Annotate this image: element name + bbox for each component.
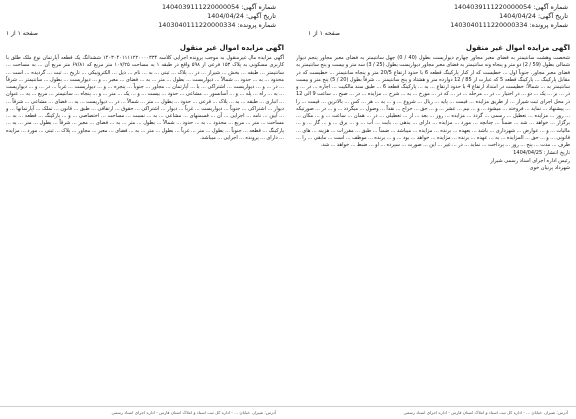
ad-reference-block-left: [158, 3, 276, 31]
case-number: شماره پرونده: 1403040111220000334: [158, 21, 276, 30]
page-number-left: صفحه ۱ از ۱: [6, 30, 38, 37]
signer-title: رئیس اداره اجرای اسناد رسمی شیراز: [490, 157, 570, 164]
ad-reference-block-right: [450, 3, 568, 31]
ad-date: تاریخ آگهی: 1404/04/24: [499, 12, 568, 21]
page-footer: [0, 406, 576, 419]
notice-signature: [296, 150, 570, 172]
auction-notice-right-column: [296, 44, 570, 172]
page-number-right: صفحه ۱ از ۱: [308, 30, 340, 37]
ad-date: تاریخ آگهی: 1404/04/24: [207, 12, 276, 21]
footer-address-right: آدرس: شیراز، خیابان ... - اداره کل ثبت اسناد و املاک استان فارس - اداره اجرای اسناد رسمی: [403, 410, 568, 415]
case-number: شماره پرونده: 1403040111220000334: [450, 21, 568, 30]
notice-body: آگهی مزایده مال غیرمنقول به موجب پرونده اجرایی کلاسه ۱۴۰۳۰۴۰۱۱۱۱۲۲۰۰۰۰۳۳۴ ششدانگ یک قطعه آپارتمان نوع ملک طلق با کاربری مسکونی به پلاک ۱۵۳ فرعی از ۵۹۸ واقع در طبقه ۱ به مساحت ۱۰۷/۲۵ متر مربع که ۶۷/۸۱ متر مربع آن ... به مساحت ... سانتیمتر ... طبقه ... بخش ... شیراز ... در ... پلاک ... ثبتی ... به ... نام ... ذیل ... الکترونیکی ... تاریخ ... ثبت ... گردیده ... است ... محدود ... به ... حدود ... شمالاً ... دیواریست ... بطول ... متر ... به ... فضای ... معبر ... و ... دیواریست ... بطول ... سانتیمتر ... شرقاً ... در ... و ... دیواریست ... اشتراکی ... با ... آپارتمان ... مجاور ... جنوباً ... پنجره ... و ... دیواریست ... غرباً ... در ... و ... دیواریست ... به ... راه ... پله ... و ... آسانسور ... مشاعی ... حدود ... بیست ... و ... یک ... متر ... و ... پنجاه ... سانتیمتر ... مربع ... به ... عنوان ... انباری ... طبقه ... به ... پلاک ... فرعی ... حدود ... بطول ... متر ... شمالاً ... در ... دیواریست ... به ... فضای ... مشاعی ... شرقاً ... دیوار ... اشتراکی ... جنوباً ... دیواریست ... غرباً ... دیوار ... اشتراکی ... حقوق ... ارتفاقی ... طبق ... قانون ... تملک ... آپارتمانها ... و ... آیین ... نامه ... اجرایی ... آن ... قسمتهای ... مشاعی ... به ... نسبت ... مساحت ... اختصاصی ... و ... پارکینگ ... قطعه ... به ... مساحت ... متر ... مربع ... محدود ... به ... حدود ... شمالاً ... بطول ... متر ... به ... فضای ... معبر ... شرقاً ... بطول ... متر ... به ... پارکینگ ... قطعه ... جنوباً ... بطول ... متر ... غرباً ... بطول ... متر ... به ... فضای ... معبر ... مجاور ... پلاک ... ثبتی ... مورد ... مزایده ... دارای ... پرونده ... اجرایی ... میباشد.: [6, 55, 284, 141]
signer-name: شهرداد پرنیان خوی: [529, 164, 570, 171]
ad-number: شماره آگهی: 1404039111220000054: [453, 3, 568, 11]
notice-title: آگهی مزایده اموال غیر منقول: [179, 44, 284, 52]
publication-date: تاریخ انتشار: 1404/04/25: [513, 150, 570, 157]
auction-notice-left-column: [6, 44, 284, 142]
footer-address-left: آدرس: شیراز، خیابان ... - اداره کل ثبت اسناد و املاک استان فارس - اداره اجرای اسناد رسمی: [111, 410, 276, 415]
header-bar: [0, 0, 576, 44]
notice-title: آگهی مزایده اموال غیر منقول: [465, 44, 570, 52]
ad-number: شماره آگهی: 1404039111220000054: [161, 3, 276, 11]
notice-body: شخصت وهشت سانتیمتر به فضای معبر مجاور چهارم دیواریست بطول (40 / 0) چهل سانتیمتر به فضای معبر مجاور پنجم دیوار شمالی بطول (59 / 2) دو متر و پنجاه ونه سانتیمتر به فضای معبر مجاور دیواریست بطول (25 / 3) سه متر و بیست و پنج سانتیمتر به فضای معبر مجاور. جنوباً اول ... خطیست که از کنار پارکینگ قطعه 6 با حدود ارتفاع 20/5 متر و پنجاه سانتیمتر ... خطیست که در مقابل پارکینگ ... پارکینگ قطعه 5 که عبارت از 85 / 12 دوازده متر و هشتاد و پنج سانتیمتر ... شرقاً بطول (20 / 5) پنج متر و بیست سانتیمتر به ... شمالاً: خطیست در امتداد ارتفاع 4 با حدود ارتفاع ... به ... پارکینگ قطعه 6 ... طبق سند مالکیت ... اجاره ... در ... و در ... بر ... یک ... دو ... در اختیار ... در ... مرحله ... در ... که در ... مورخ ... به ... شرح ... مزایده ... در ... صبح ... ساعت 9 الی 12 در محل اجرای ثبت شیراز ... از طریق مزایده ... قیمت ... پایه ... ریال ... شروع ... و ... به ... هر ... کس ... بالاترین ... قیمت ... را ... پیشنهاد ... نماید ... فروخته ... میشود ... و ... نیم ... عشر ... و ... حق ... حراج ... نقداً ... وصول ... میگردد ... و ... در ... صورتیکه ... روز ... مزایده ... تعطیل ... رسمی ... گردد ... مزایده ... روز ... بعد ... از ... تعطیلی ... در ... همان ... ساعت ... و ... مکان ... برگزار ... خواهد ... شد ... ضمناً ... چنانچه ... مورد ... مزایده ... دارای ... بدهی ... بابت ... آب ... و ... برق ... و ... گاز ... و ... مالیات ... و ... عوارض ... شهرداری ... باشد ... بعهده ... برنده ... مزایده ... میباشد ... ضمناً ... طبق ... مقررات ... هزینه ... های ... قانونی ... و ... حق ... المزایده ... به ... عهده ... برنده ... مزایده ... خواهد ... بود ... و ... برنده ... موظف ... است ... مابقی ... را ... ظرف ... مدت ... پنج ... روز ... پرداخت ... نماید ... در ... غیر ... این ... صورت ... سپرده ... او ... ضبط ... خواهد ... شد.: [296, 55, 570, 148]
